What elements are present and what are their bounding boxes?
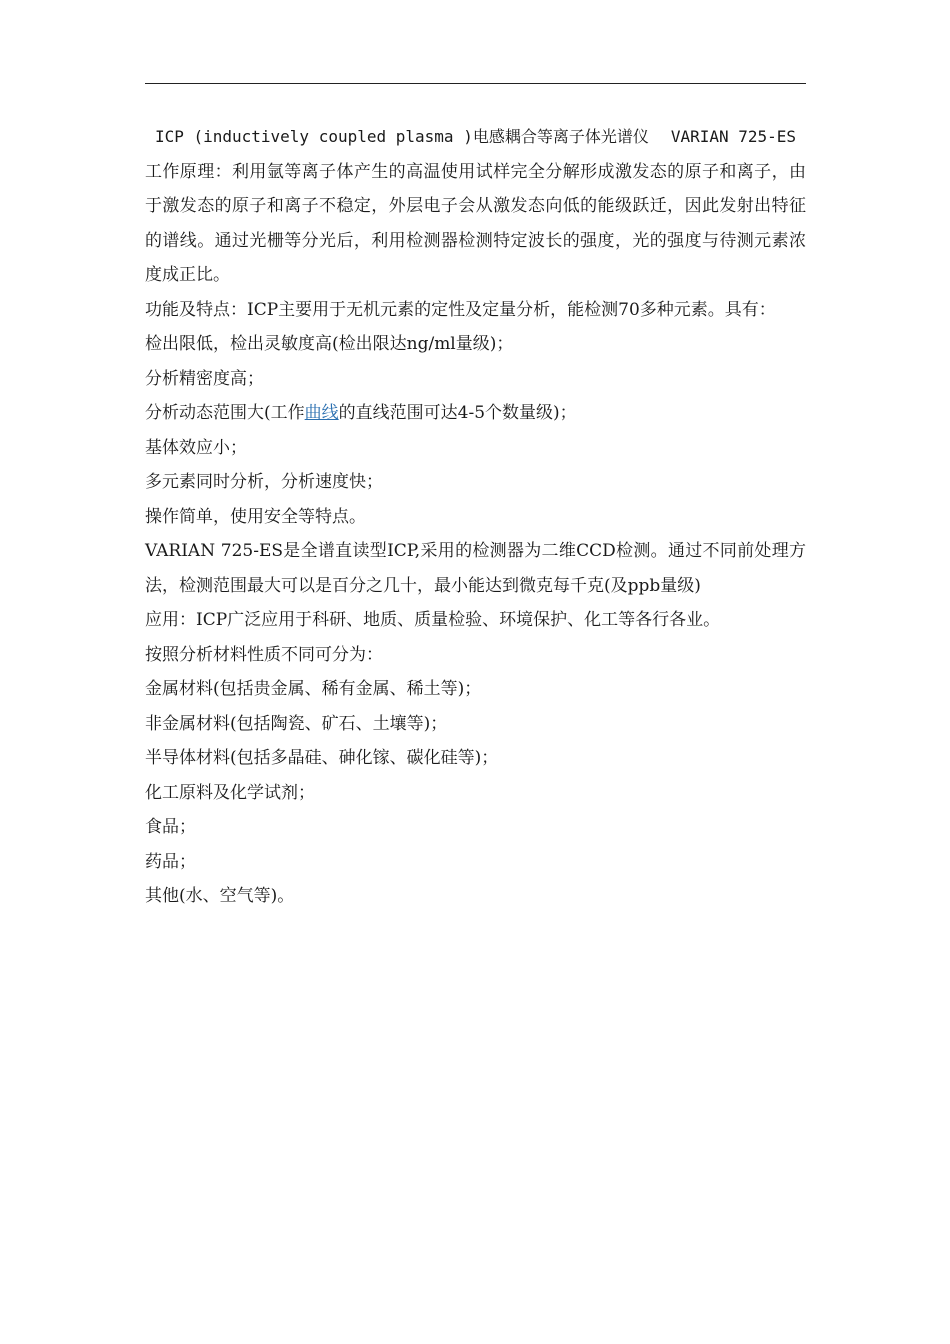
material-item: 半导体材料(包括多晶硅、砷化镓、碳化硅等)； bbox=[145, 748, 499, 768]
dynamic-range-text-after: 的直线范围可达4-5个数量级)； bbox=[338, 403, 577, 423]
varian-description: VARIAN 725-ES是全谱直读型ICP,采用的检测器为二维CCD检测。通过不同前处理方法，检测范围最大可以是百分之几十，最小能达到微克每千克(及ppb量级) bbox=[145, 541, 806, 596]
material-item: 化工原料及化学试剂； bbox=[145, 782, 315, 803]
feature-item: 分析精密度高； bbox=[145, 368, 264, 389]
title-part-instrument: ICP (inductively coupled plasma )电感耦合等离子体光谱仪 bbox=[154, 127, 649, 146]
material-item: 非金属材料(包括陶瓷、矿石、土壤等)； bbox=[145, 713, 448, 734]
header-rule bbox=[145, 83, 806, 84]
feature-item: 检出限低，检出灵敏度高(检出限达ng/ml量级)； bbox=[145, 334, 514, 354]
material-item: 药品； bbox=[145, 851, 196, 872]
principle-paragraph: 工作原理：利用氩等离子体产生的高温使用试样完全分解形成激发态的原子和离子，由于激发态的原子和离子不稳定，外层电子会从激发态向低的能级跃迁，因此发射出特征的谱线。通过光栅等分光后，利用检测器检测特定波长的强度，光的强度与待测元素浓度成正比。 bbox=[145, 161, 806, 285]
dynamic-range-text-before: 分析动态范围大(工作 bbox=[145, 403, 305, 423]
material-item: 金属材料(包括贵金属、稀有金属、稀土等)； bbox=[145, 679, 482, 699]
material-item: 食品； bbox=[145, 817, 196, 837]
feature-item-dynamic-range bbox=[145, 396, 806, 431]
features-intro: 功能及特点：ICP主要用于无机元素的定性及定量分析，能检测70多种元素。具有： bbox=[145, 299, 776, 320]
application-paragraph: 应用：ICP广泛应用于科研、地质、质量检验、环境保护、化工等各行各业。 bbox=[145, 610, 721, 630]
material-item: 其他(水、空气等)。 bbox=[145, 886, 295, 906]
document-title bbox=[145, 120, 806, 155]
document-body bbox=[145, 120, 806, 914]
classification-intro: 按照分析材料性质不同可分为： bbox=[145, 644, 383, 665]
feature-item: 基体效应小； bbox=[145, 437, 247, 458]
curve-link[interactable]: 曲线 bbox=[304, 403, 339, 423]
title-part-model: VARIAN 725-ES bbox=[670, 127, 797, 146]
feature-item: 操作简单，使用安全等特点。 bbox=[145, 506, 366, 527]
feature-item: 多元素同时分析，分析速度快； bbox=[145, 472, 383, 492]
